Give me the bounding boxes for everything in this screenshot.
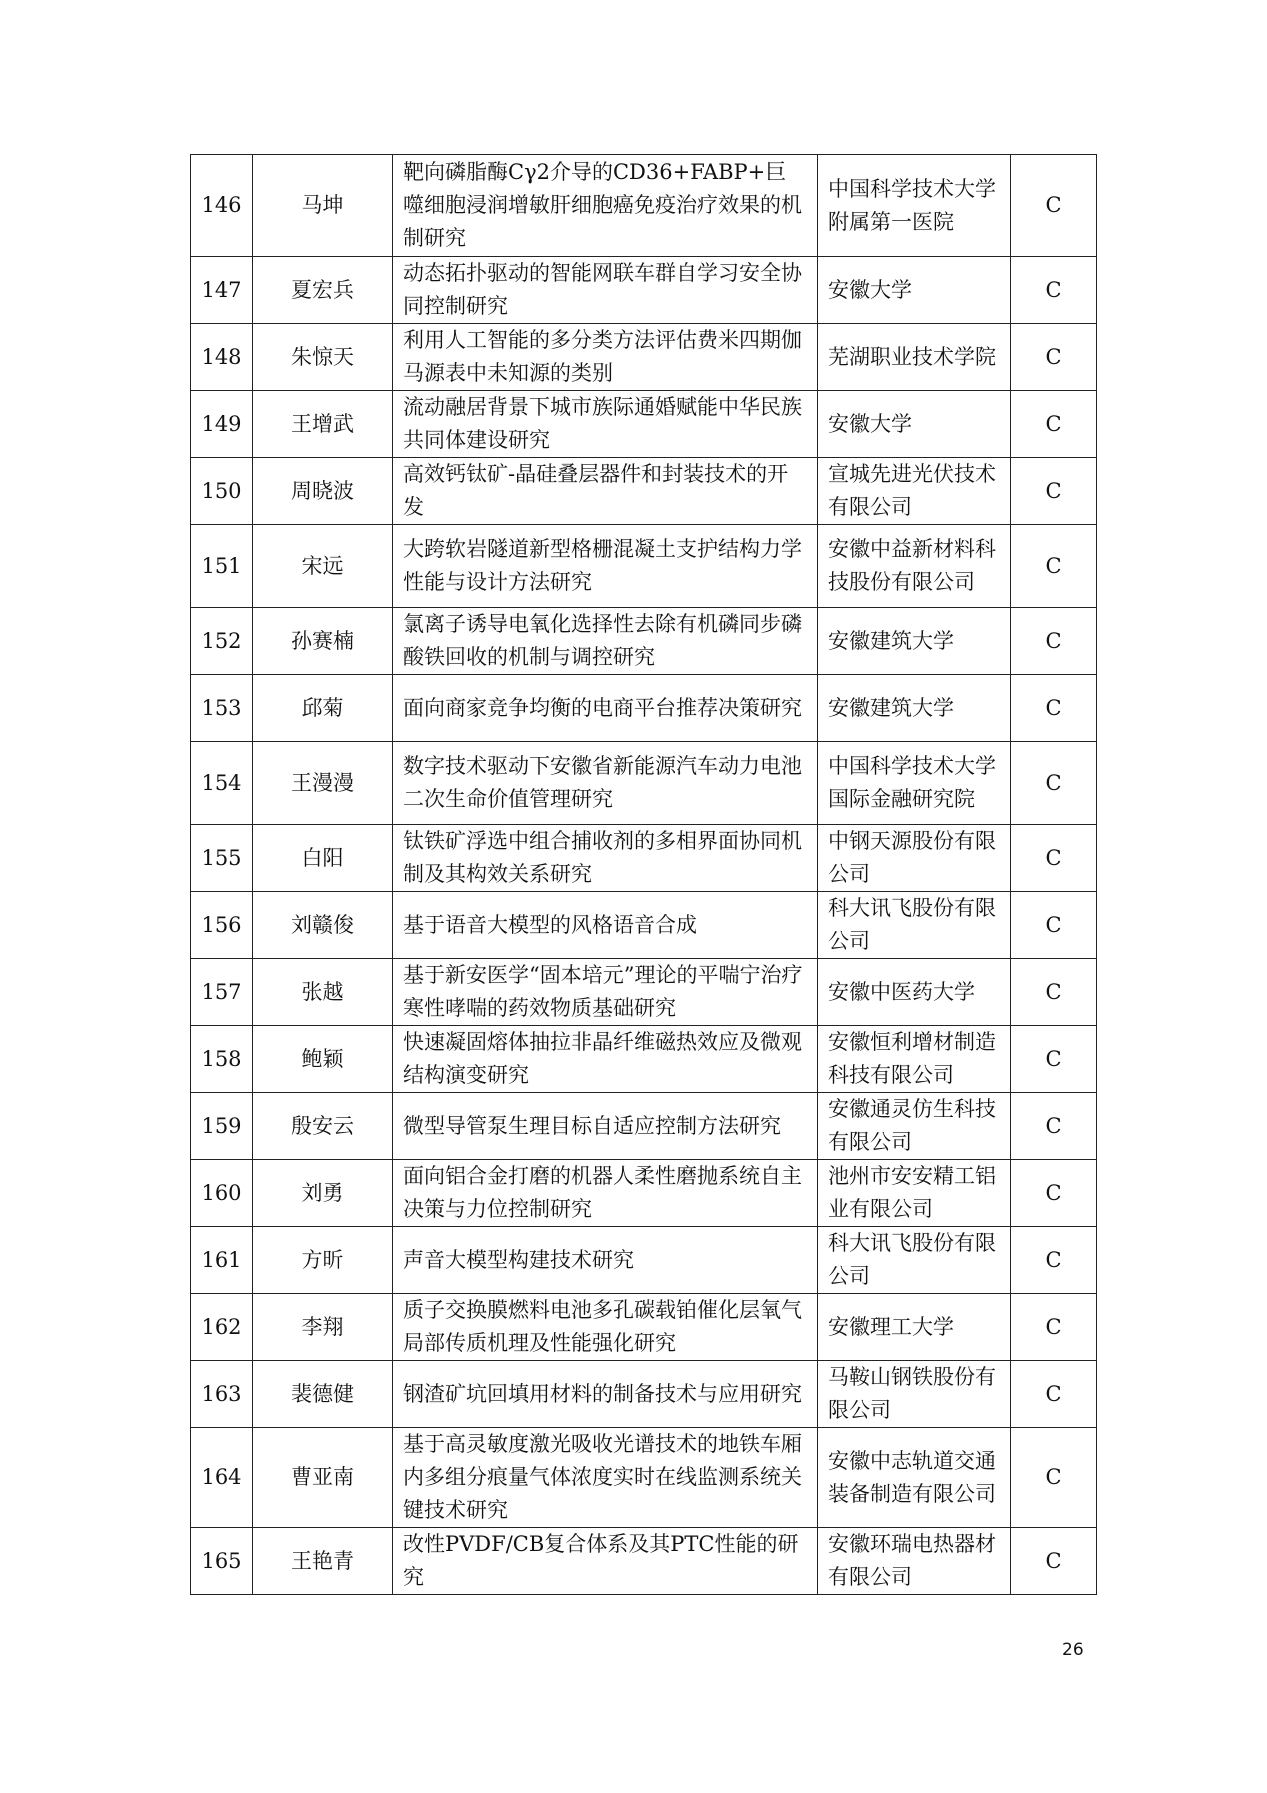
project-title: 氯离子诱导电氧化选择性去除有机磷同步磷酸铁回收的机制与调控研究 (393, 608, 818, 675)
grade: C (1011, 1361, 1097, 1428)
applicant-name: 王增武 (253, 391, 393, 458)
row-number: 162 (191, 1294, 253, 1361)
institution: 安徽通灵仿生科技有限公司 (818, 1093, 1011, 1160)
table-row (191, 742, 1097, 825)
applicant-name: 方昕 (253, 1227, 393, 1294)
grade: C (1011, 825, 1097, 892)
project-title: 钛铁矿浮选中组合捕收剂的多相界面协同机制及其构效关系研究 (393, 825, 818, 892)
institution: 安徽环瑞电热器材有限公司 (818, 1528, 1011, 1595)
row-number: 151 (191, 525, 253, 608)
table-row (191, 608, 1097, 675)
applicant-name: 刘勇 (253, 1160, 393, 1227)
row-number: 155 (191, 825, 253, 892)
applicant-name: 曹亚南 (253, 1428, 393, 1528)
row-number: 146 (191, 155, 253, 257)
row-number: 147 (191, 257, 253, 324)
grade: C (1011, 1227, 1097, 1294)
applicant-name: 殷安云 (253, 1093, 393, 1160)
grade: C (1011, 324, 1097, 391)
institution: 安徽大学 (818, 257, 1011, 324)
project-title: 面向商家竞争均衡的电商平台推荐决策研究 (393, 675, 818, 742)
table-row (191, 1227, 1097, 1294)
row-number: 164 (191, 1428, 253, 1528)
institution: 中国科学技术大学附属第一医院 (818, 155, 1011, 257)
applicant-name: 马坤 (253, 155, 393, 257)
table-row (191, 1528, 1097, 1595)
project-title: 快速凝固熔体抽拉非晶纤维磁热效应及微观结构演变研究 (393, 1026, 818, 1093)
grade: C (1011, 959, 1097, 1026)
grade: C (1011, 1428, 1097, 1528)
project-title: 靶向磷脂酶Cγ2介导的CD36+FABP+巨噬细胞浸润增敏肝细胞癌免疫治疗效果的机制研究 (393, 155, 818, 257)
institution: 安徽中志轨道交通装备制造有限公司 (818, 1428, 1011, 1528)
row-number: 159 (191, 1093, 253, 1160)
table-row (191, 391, 1097, 458)
applicant-name: 李翔 (253, 1294, 393, 1361)
applicant-name: 宋远 (253, 525, 393, 608)
grade: C (1011, 608, 1097, 675)
row-number: 153 (191, 675, 253, 742)
row-number: 150 (191, 458, 253, 525)
row-number: 148 (191, 324, 253, 391)
applicant-name: 王漫漫 (253, 742, 393, 825)
table-row (191, 257, 1097, 324)
project-title: 钢渣矿坑回填用材料的制备技术与应用研究 (393, 1361, 818, 1428)
grade: C (1011, 892, 1097, 959)
project-title: 基于高灵敏度激光吸收光谱技术的地铁车厢内多组分痕量气体浓度实时在线监测系统关键技术研究 (393, 1428, 818, 1528)
table-row (191, 1294, 1097, 1361)
table-row (191, 458, 1097, 525)
institution: 安徽恒利增材制造科技有限公司 (818, 1026, 1011, 1093)
institution: 安徽中医药大学 (818, 959, 1011, 1026)
row-number: 156 (191, 892, 253, 959)
project-title: 高效钙钛矿-晶硅叠层器件和封装技术的开发 (393, 458, 818, 525)
row-number: 149 (191, 391, 253, 458)
project-title: 基于新安医学“固本培元”理论的平喘宁治疗寒性哮喘的药效物质基础研究 (393, 959, 818, 1026)
table-row (191, 1160, 1097, 1227)
grade: C (1011, 1528, 1097, 1595)
project-title: 微型导管泵生理目标自适应控制方法研究 (393, 1093, 818, 1160)
row-number: 158 (191, 1026, 253, 1093)
page-number: 26 (1062, 1640, 1084, 1660)
grade: C (1011, 458, 1097, 525)
project-list-body (191, 155, 1097, 1595)
table-row (191, 675, 1097, 742)
grade: C (1011, 742, 1097, 825)
applicant-name: 孙赛楠 (253, 608, 393, 675)
row-number: 165 (191, 1528, 253, 1595)
applicant-name: 王艳青 (253, 1528, 393, 1595)
grade: C (1011, 675, 1097, 742)
project-title: 数字技术驱动下安徽省新能源汽车动力电池二次生命价值管理研究 (393, 742, 818, 825)
project-title: 质子交换膜燃料电池多孔碳载铂催化层氧气局部传质机理及性能强化研究 (393, 1294, 818, 1361)
table-row (191, 825, 1097, 892)
institution: 马鞍山钢铁股份有限公司 (818, 1361, 1011, 1428)
institution: 池州市安安精工铝业有限公司 (818, 1160, 1011, 1227)
institution: 宣城先进光伏技术有限公司 (818, 458, 1011, 525)
institution: 安徽中益新材料科技股份有限公司 (818, 525, 1011, 608)
table-row (191, 1093, 1097, 1160)
project-title: 面向铝合金打磨的机器人柔性磨抛系统自主决策与力位控制研究 (393, 1160, 818, 1227)
table-row (191, 324, 1097, 391)
applicant-name: 裴德健 (253, 1361, 393, 1428)
applicant-name: 白阳 (253, 825, 393, 892)
row-number: 163 (191, 1361, 253, 1428)
table-row (191, 1026, 1097, 1093)
institution: 中钢天源股份有限公司 (818, 825, 1011, 892)
applicant-name: 朱惊天 (253, 324, 393, 391)
table-row (191, 1361, 1097, 1428)
grade: C (1011, 257, 1097, 324)
grade: C (1011, 155, 1097, 257)
project-title: 大跨软岩隧道新型格栅混凝土支护结构力学性能与设计方法研究 (393, 525, 818, 608)
table-row (191, 155, 1097, 257)
applicant-name: 周晓波 (253, 458, 393, 525)
grade: C (1011, 1093, 1097, 1160)
row-number: 152 (191, 608, 253, 675)
grade: C (1011, 1026, 1097, 1093)
table-row (191, 1428, 1097, 1528)
applicant-name: 夏宏兵 (253, 257, 393, 324)
table-row (191, 525, 1097, 608)
table-row (191, 892, 1097, 959)
row-number: 161 (191, 1227, 253, 1294)
institution: 芜湖职业技术学院 (818, 324, 1011, 391)
project-title: 改性PVDF/CB复合体系及其PTC性能的研究 (393, 1528, 818, 1595)
project-title: 基于语音大模型的风格语音合成 (393, 892, 818, 959)
project-title: 流动融居背景下城市族际通婚赋能中华民族共同体建设研究 (393, 391, 818, 458)
grade: C (1011, 525, 1097, 608)
project-title: 动态拓扑驱动的智能网联车群自学习安全协同控制研究 (393, 257, 818, 324)
institution: 安徽建筑大学 (818, 675, 1011, 742)
row-number: 160 (191, 1160, 253, 1227)
institution: 安徽理工大学 (818, 1294, 1011, 1361)
institution: 安徽大学 (818, 391, 1011, 458)
row-number: 154 (191, 742, 253, 825)
applicant-name: 鲍颖 (253, 1026, 393, 1093)
institution: 安徽建筑大学 (818, 608, 1011, 675)
row-number: 157 (191, 959, 253, 1026)
applicant-name: 刘赣俊 (253, 892, 393, 959)
institution: 科大讯飞股份有限公司 (818, 1227, 1011, 1294)
grade: C (1011, 1294, 1097, 1361)
project-title: 声音大模型构建技术研究 (393, 1227, 818, 1294)
applicant-name: 邱菊 (253, 675, 393, 742)
grade: C (1011, 1160, 1097, 1227)
project-title: 利用人工智能的多分类方法评估费米四期伽马源表中未知源的类别 (393, 324, 818, 391)
institution: 中国科学技术大学国际金融研究院 (818, 742, 1011, 825)
project-list-table (190, 154, 1097, 1595)
applicant-name: 张越 (253, 959, 393, 1026)
institution: 科大讯飞股份有限公司 (818, 892, 1011, 959)
grade: C (1011, 391, 1097, 458)
table-row (191, 959, 1097, 1026)
